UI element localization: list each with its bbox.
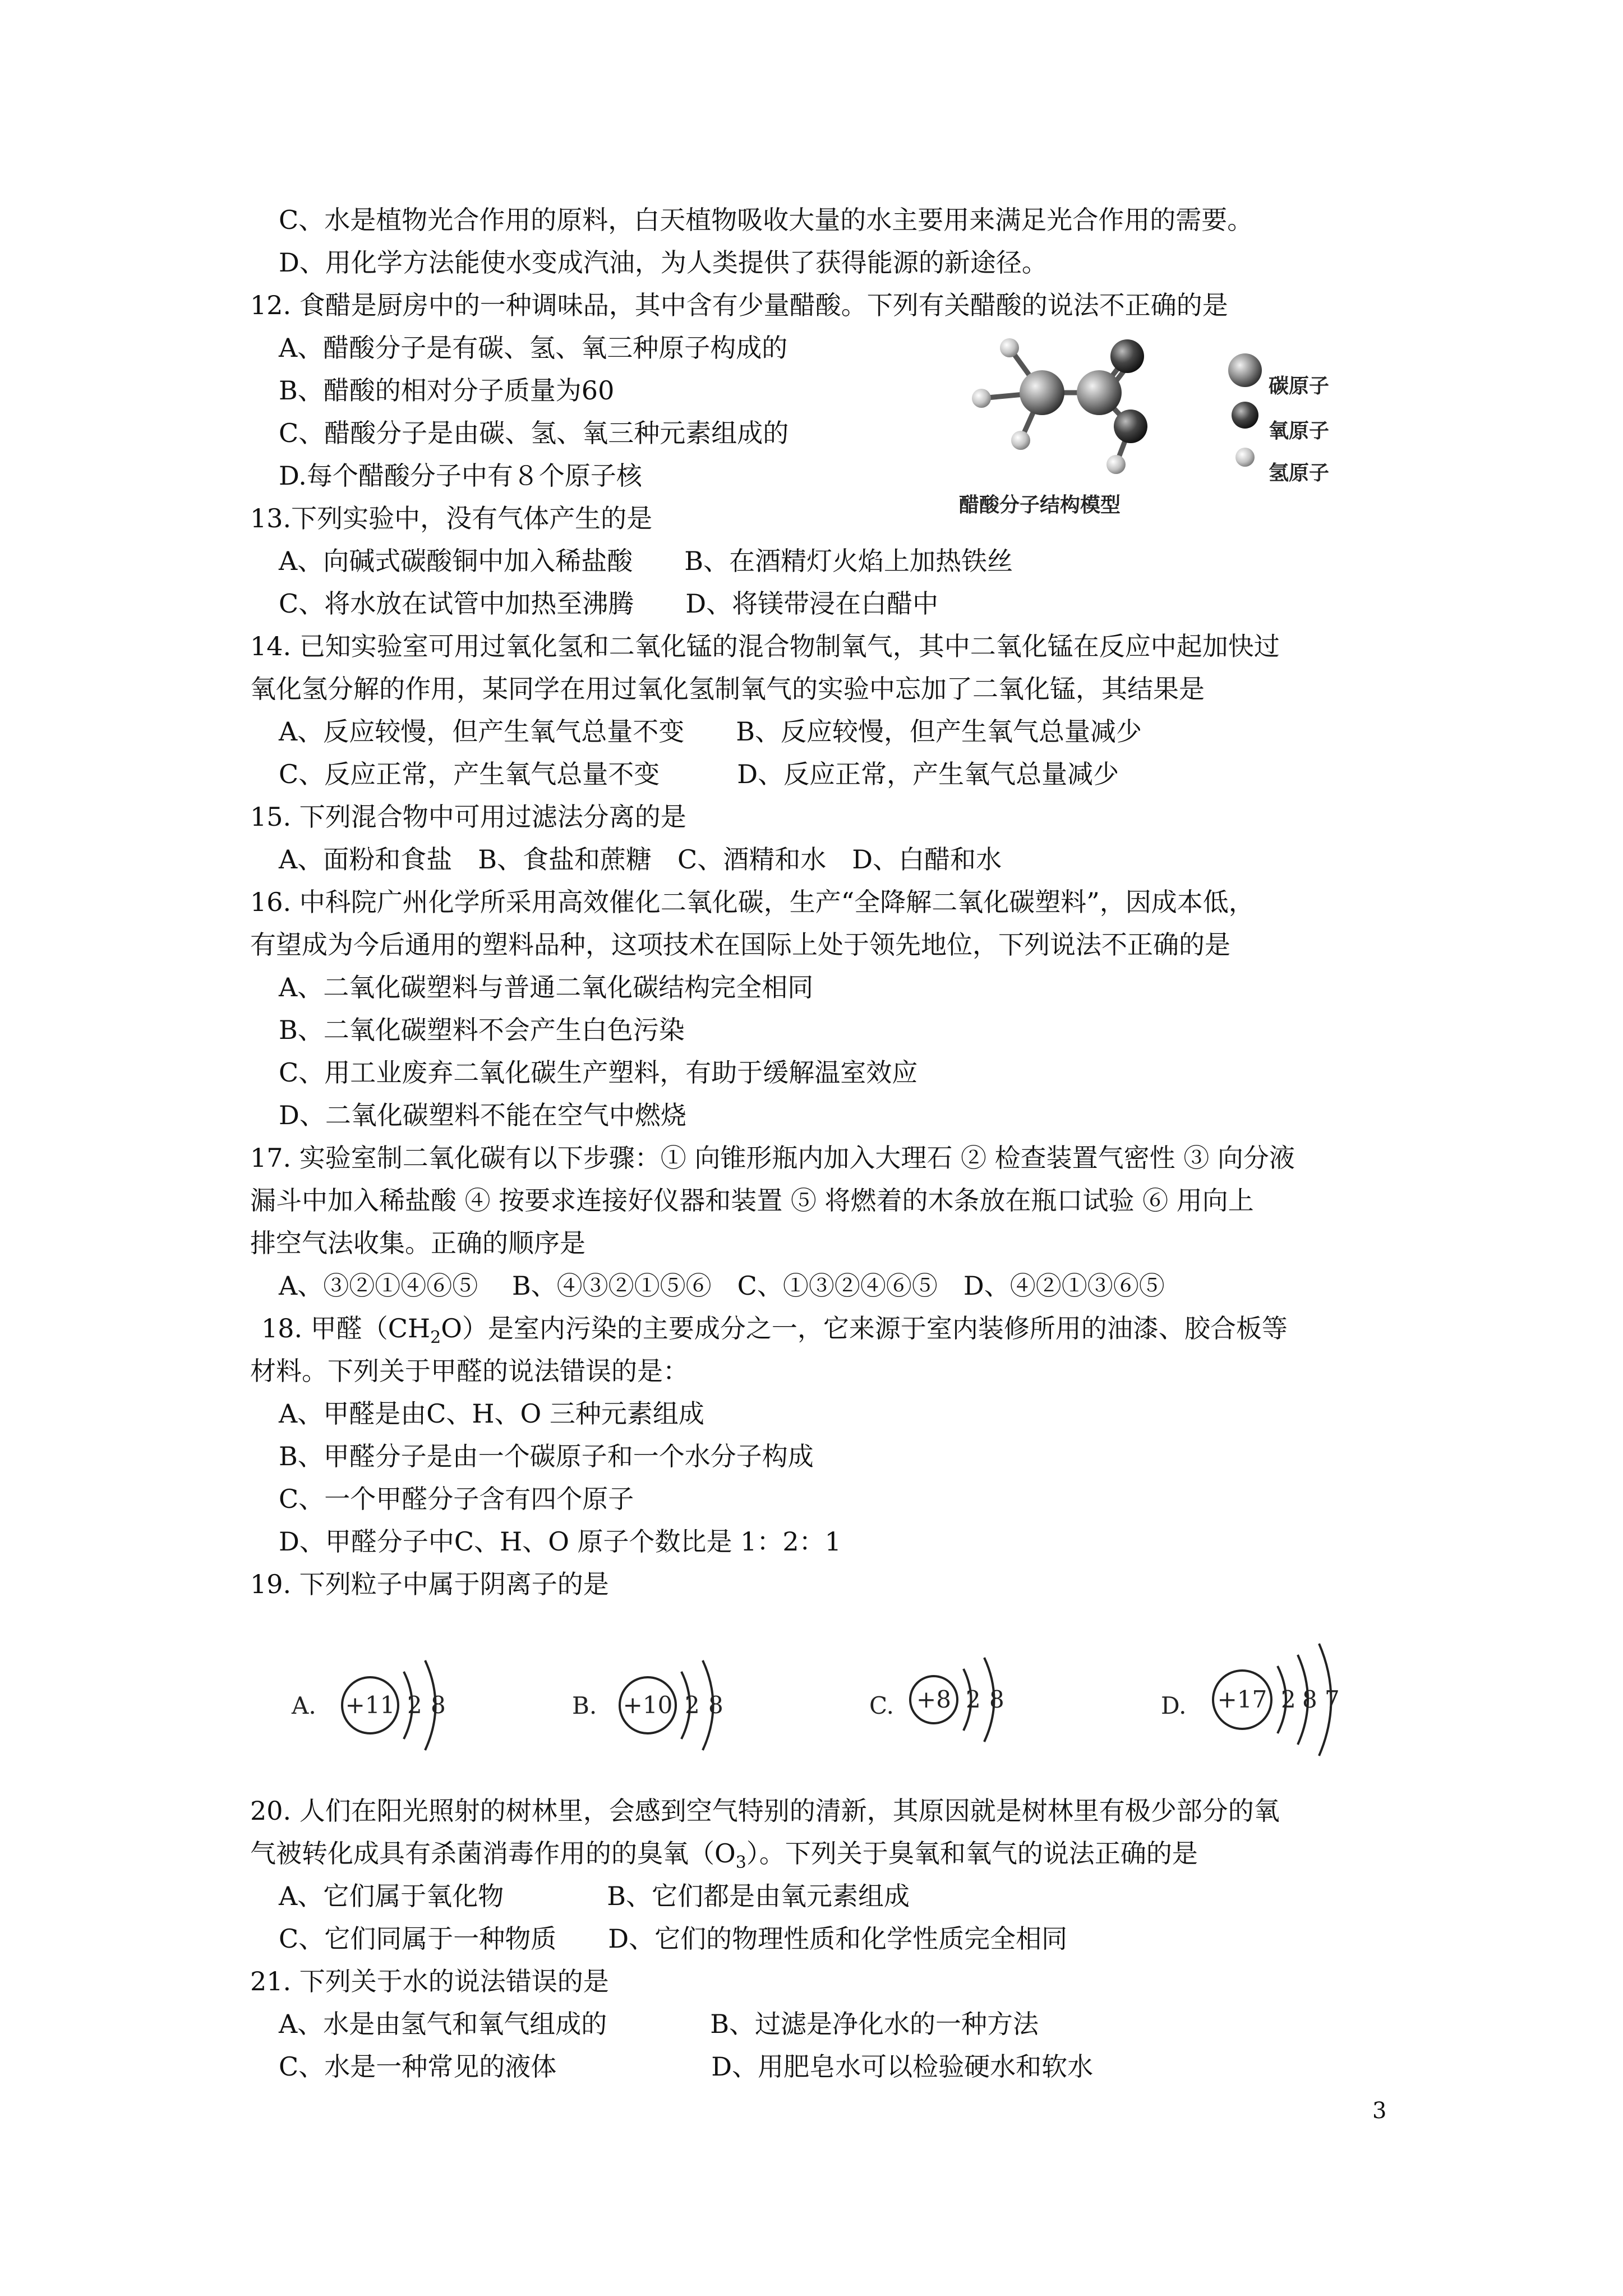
shell-electrons: 7 bbox=[1325, 1686, 1340, 1713]
shell-electrons: 8 bbox=[1302, 1686, 1317, 1713]
options-14-cd: C、反应正常，产生氧气总量不变 D、反应正常，产生氧气总量减少 bbox=[279, 759, 1119, 789]
question-20-line2 bbox=[250, 1837, 1198, 1880]
option-12-a: A、醋酸分子是有碳、氢、氧三种原子构成的 bbox=[279, 333, 788, 363]
hydrogen-atom bbox=[972, 389, 991, 408]
options-17: A、③②①④⑥⑤ B、④③②①⑤⑥ C、①③②④⑥⑤ D、④②①③⑥⑤ bbox=[279, 1271, 1165, 1301]
legend-carbon-label: 碳原子 bbox=[1269, 375, 1330, 398]
page-number: 3 bbox=[1372, 2098, 1387, 2124]
question-21: 21. 下列关于水的说法错误的是 bbox=[250, 1966, 609, 1996]
legend-hydrogen-atom bbox=[1235, 448, 1255, 467]
question-17-line3: 排空气法收集。正确的顺序是 bbox=[250, 1228, 585, 1258]
question-18-rest: O）是室内污染的主要成分之一，它来源于室内装修所用的油漆、胶合板等 bbox=[441, 1313, 1288, 1343]
option-16-b: B、二氧化碳塑料不会产生白色污染 bbox=[279, 1015, 685, 1045]
hydrogen-atom bbox=[1106, 455, 1126, 474]
option-18-b: B、甲醛分子是由一个碳原子和一个水分子构成 bbox=[279, 1441, 814, 1471]
carbon-atom bbox=[1020, 370, 1064, 415]
question-14-line1: 14. 已知实验室可用过氧化氢和二氧化锰的混合物制氧气，其中二氧化锰在反应中起加快过 bbox=[250, 631, 1280, 661]
legend-carbon-atom bbox=[1228, 353, 1262, 387]
shell-electrons: 2 bbox=[966, 1686, 981, 1713]
legend-oxygen-atom bbox=[1232, 402, 1258, 429]
ion-option-label: A. bbox=[292, 1692, 316, 1719]
legend-oxygen-label: 氧原子 bbox=[1269, 420, 1330, 443]
legend-hydrogen-label: 氢原子 bbox=[1269, 462, 1330, 485]
question-16-line1: 16. 中科院广州化学所采用高效催化二氧化碳，生产“全降解二氧化碳塑料”，因成本低， bbox=[250, 887, 1255, 917]
options-20-ab: A、它们属于氧化物 B、它们都是由氧元素组成 bbox=[279, 1881, 910, 1911]
question-15: 15. 下列混合物中可用过滤法分离的是 bbox=[250, 802, 686, 832]
oxygen-atom bbox=[1114, 409, 1147, 443]
shell-electrons: 2 bbox=[407, 1691, 422, 1719]
question-17-line1: 17. 实验室制二氧化碳有以下步骤：① 向锥形瓶内加入大理石 ② 检查装置气密性 ③ 向分液 bbox=[250, 1143, 1295, 1173]
question-20-start: 气被转化成具有杀菌消毒作用的的臭氧（O bbox=[250, 1838, 736, 1869]
shell-electrons: 8 bbox=[989, 1686, 1004, 1713]
shell-electrons: 8 bbox=[431, 1691, 446, 1719]
question-20-rest: ）。下列关于臭氧和氧气的说法正确的是 bbox=[746, 1838, 1198, 1869]
question-13: 13.下列实验中，没有气体产生的是 bbox=[250, 503, 653, 533]
options-15: A、面粉和食盐 B、食盐和蔗糖 C、酒精和水 D、白醋和水 bbox=[279, 844, 1002, 875]
option-16-d: D、二氧化碳塑料不能在空气中燃烧 bbox=[279, 1100, 686, 1130]
options-20-cd: C、它们同属于一种物质 D、它们的物理性质和化学性质完全相同 bbox=[279, 1924, 1068, 1954]
question-18-line2: 材料。下列关于甲醛的说法错误的是： bbox=[250, 1356, 689, 1386]
hydrogen-atom bbox=[1000, 338, 1019, 357]
option-11-d: D、用化学方法能使水变成汽油，为人类提供了获得能源的新途径。 bbox=[279, 247, 1048, 278]
ion-option-label: C. bbox=[869, 1692, 894, 1719]
ion-option-label: B. bbox=[572, 1692, 597, 1719]
nucleus-charge: +8 bbox=[916, 1686, 951, 1713]
subscript-2: 2 bbox=[430, 1328, 441, 1347]
carbon-atom bbox=[1077, 370, 1122, 415]
option-12-d: D.每个醋酸分子中有８个原子核 bbox=[279, 461, 642, 491]
option-16-a: A、二氧化碳塑料与普通二氧化碳结构完全相同 bbox=[279, 972, 814, 1002]
subscript-3: 3 bbox=[735, 1853, 746, 1872]
options-14-ab: A、反应较慢，但产生氧气总量不变 B、反应较慢，但产生氧气总量减少 bbox=[279, 716, 1142, 747]
option-18-d: D、甲醛分子中C、H、O 原子个数比是 1：2：1 bbox=[279, 1526, 841, 1557]
ion-option-label: D. bbox=[1161, 1692, 1187, 1719]
shell-electrons: 2 bbox=[685, 1691, 700, 1719]
nucleus-charge: +17 bbox=[1217, 1686, 1267, 1713]
question-20-line1: 20. 人们在阳光照射的树林里，会感到空气特别的清新，其原因就是树林里有极少部分的氧 bbox=[250, 1796, 1280, 1826]
options-21-ab: A、水是由氢气和氧气组成的 B、过滤是净化水的一种方法 bbox=[279, 2009, 1039, 2039]
question-12: 12. 食醋是厨房中的一种调味品，其中含有少量醋酸。下列有关醋酸的说法不正确的是 bbox=[250, 290, 1228, 320]
question-17-line2: 漏斗中加入稀盐酸 ④ 按要求连接好仪器和装置 ⑤ 将燃着的木条放在瓶口试验 ⑥ 用向上 bbox=[250, 1185, 1254, 1216]
nucleus-charge: +11 bbox=[345, 1691, 395, 1719]
shell-electrons: 8 bbox=[708, 1691, 723, 1719]
ion-diagrams bbox=[247, 1616, 1436, 1761]
option-18-c: C、一个甲醛分子含有四个原子 bbox=[279, 1484, 634, 1514]
option-12-b: B、醋酸的相对分子质量为60 bbox=[279, 375, 615, 406]
figure-caption: 醋酸分子结构模型 bbox=[959, 494, 1121, 517]
option-16-c: C、用工业废弃二氧化碳生产塑料，有助于缓解温室效应 bbox=[279, 1057, 918, 1088]
options-13-cd: C、将水放在试管中加热至沸腾 D、将镁带浸在白醋中 bbox=[279, 588, 939, 619]
nucleus-charge: +10 bbox=[623, 1691, 673, 1719]
shell-electrons: 2 bbox=[1281, 1686, 1296, 1713]
option-11-c: C、水是植物光合作用的原料，白天植物吸收大量的水主要用来满足光合作用的需要。 bbox=[279, 205, 1253, 235]
option-18-a: A、甲醛是由C、H、O 三种元素组成 bbox=[279, 1398, 704, 1429]
question-14-line2: 氧化氢分解的作用，某同学在用过氧化氢制氧气的实验中忘加了二氧化锰，其结果是 bbox=[250, 674, 1205, 704]
question-16-line2: 有望成为今后通用的塑料品种，这项技术在国际上处于领先地位，下列说法不正确的是 bbox=[250, 930, 1230, 960]
question-18-line1 bbox=[261, 1312, 1288, 1355]
options-13-ab: A、向碱式碳酸铜中加入稀盐酸 B、在酒精灯火焰上加热铁丝 bbox=[279, 546, 1013, 576]
option-12-c: C、醋酸分子是由碳、氢、氧三种元素组成的 bbox=[279, 418, 789, 448]
question-19: 19. 下列粒子中属于阴离子的是 bbox=[250, 1569, 609, 1599]
question-18-start: 18. 甲醛（CH bbox=[261, 1313, 431, 1343]
hydrogen-atom bbox=[1011, 431, 1030, 450]
oxygen-atom bbox=[1110, 339, 1144, 373]
options-21-cd: C、水是一种常见的液体 D、用肥皂水可以检验硬水和软水 bbox=[279, 2051, 1094, 2082]
